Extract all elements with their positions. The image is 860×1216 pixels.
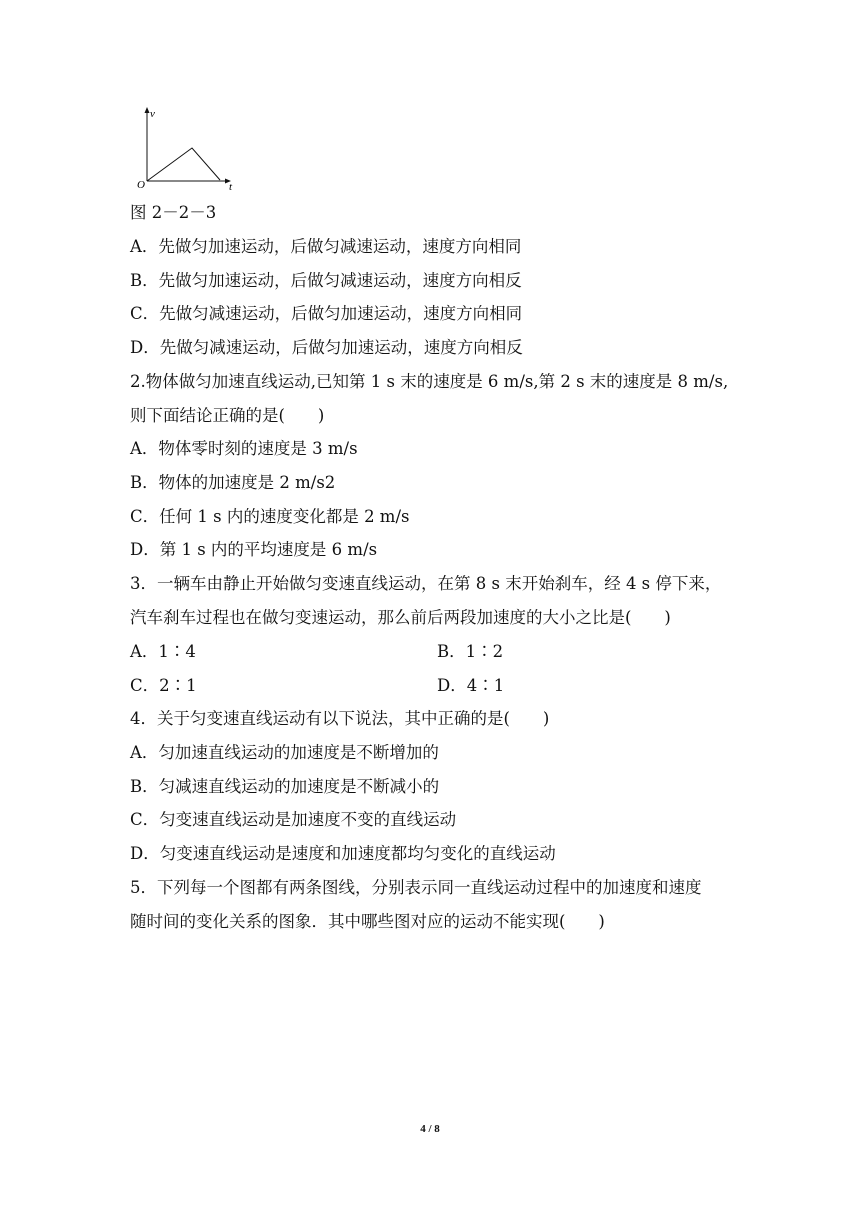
q3-option-a: A．1∶4 <box>130 642 196 661</box>
q3-options-row2 <box>130 676 197 696</box>
q2-option-d: D．第 1 s 内的平均速度是 6 m/s <box>130 540 378 559</box>
q5-stem-line1: 5．下列每一个图都有两条图线，分别表示同一直线运动过程中的加速度和速度 <box>130 878 702 897</box>
velocity-curve <box>147 148 220 181</box>
q2-stem-line1: 2.物体做匀加速直线运动,已知第 1 s 末的速度是 6 m/s,第 2 s 末的速度是 8 m/s, <box>130 372 729 391</box>
q4-option-c: C．匀变速直线运动是加速度不变的直线运动 <box>130 810 457 829</box>
page-number: 4 / 8 <box>420 1123 440 1135</box>
q1-option-b: B．先做匀加速运动，后做匀减速运动，速度方向相反 <box>130 271 522 290</box>
q4-option-d: D．匀变速直线运动是速度和加速度都均匀变化的直线运动 <box>130 844 556 863</box>
q2-stem-line2: 则下面结论正确的是( ) <box>130 406 325 425</box>
figure-caption: 图 2－2－3 <box>130 203 217 222</box>
velocity-time-graph <box>130 100 250 195</box>
q3-option-c: C．2∶1 <box>130 676 197 695</box>
q3-option-b: B．1∶2 <box>437 642 504 661</box>
t-axis-label: t <box>229 181 233 193</box>
q1-option-d: D．先做匀减速运动，后做匀加速运动，速度方向相反 <box>130 338 523 357</box>
q1-option-a: A．先做匀加速运动，后做匀减速运动，速度方向相同 <box>130 237 522 256</box>
q3-option-d: D．4∶1 <box>437 676 505 695</box>
q5-stem-line2: 随时间的变化关系的图象．其中哪些图对应的运动不能实现( ) <box>130 912 605 931</box>
v-axis-arrow <box>145 107 150 113</box>
q4-stem: 4．关于匀变速直线运动有以下说法，其中正确的是( ) <box>130 709 550 728</box>
q4-option-a: A．匀加速直线运动的加速度是不断增加的 <box>130 743 439 762</box>
origin-label: O <box>137 179 145 191</box>
q3-stem-line2: 汽车刹车过程也在做匀变速运动，那么前后两段加速度的大小之比是( ) <box>130 608 671 627</box>
q4-option-b: B．匀减速直线运动的加速度是不断减小的 <box>130 777 440 796</box>
q2-option-a: A．物体零时刻的速度是 3 m/s <box>130 439 358 458</box>
v-axis-label: v <box>150 108 155 120</box>
q2-option-b: B．物体的加速度是 2 m/s2 <box>130 473 336 492</box>
q3-stem-line1: 3．一辆车由静止开始做匀变速直线运动，在第 8 s 末开始刹车，经 4 s 停下来， <box>130 574 722 593</box>
q2-option-c: C．任何 1 s 内的速度变化都是 2 m/s <box>130 507 410 526</box>
q1-option-c: C．先做匀减速运动，后做匀加速运动，速度方向相同 <box>130 304 523 323</box>
q3-options-row1 <box>130 642 196 662</box>
